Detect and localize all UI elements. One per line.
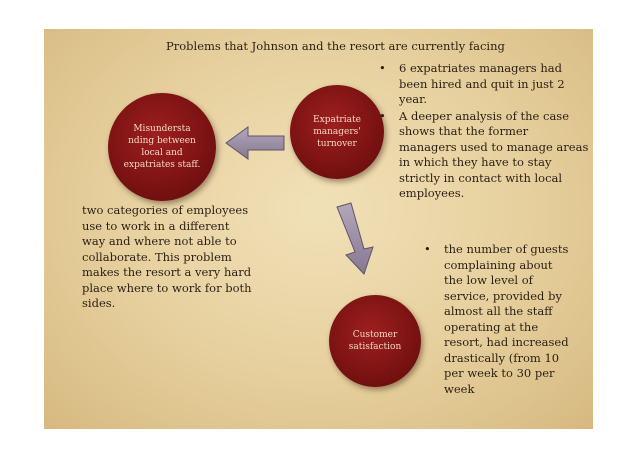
left-arrow — [226, 127, 284, 159]
slide-background — [44, 29, 593, 429]
customer-bullet: • the number of guests complaining about the low level of service, provided by almost all the staff operating at the resort, had increased drastically (from 10 per week to 30 per week — [419, 242, 569, 397]
customer-satisfaction-node-label: Customer satisfaction — [348, 330, 402, 352]
turnover-bullet: • A deeper analysis of the case shows that the former managers used to manage areas in which they have to stay strictly in contact with local employees. — [374, 109, 589, 202]
slide-title: Problems that Johnson and the resort are currently facing — [166, 39, 505, 53]
customer-bullets — [419, 242, 569, 398]
down-arrow — [337, 203, 373, 274]
misunderstanding-node-label: Misundersta nding between local and expatriates staff. — [123, 124, 201, 170]
turnover-bullets — [374, 61, 589, 203]
turnover-bullet: • 6 expatriates managers had been hired and quit in just 2 year. — [374, 61, 589, 108]
turnover-node-label: Expatriate managers' turnover — [313, 115, 361, 149]
misunderstanding-description: two categories of employees use to work in a different way and where not able to collaborate. This problem makes the resort a very hard place where to work for both sides. — [82, 203, 252, 310]
